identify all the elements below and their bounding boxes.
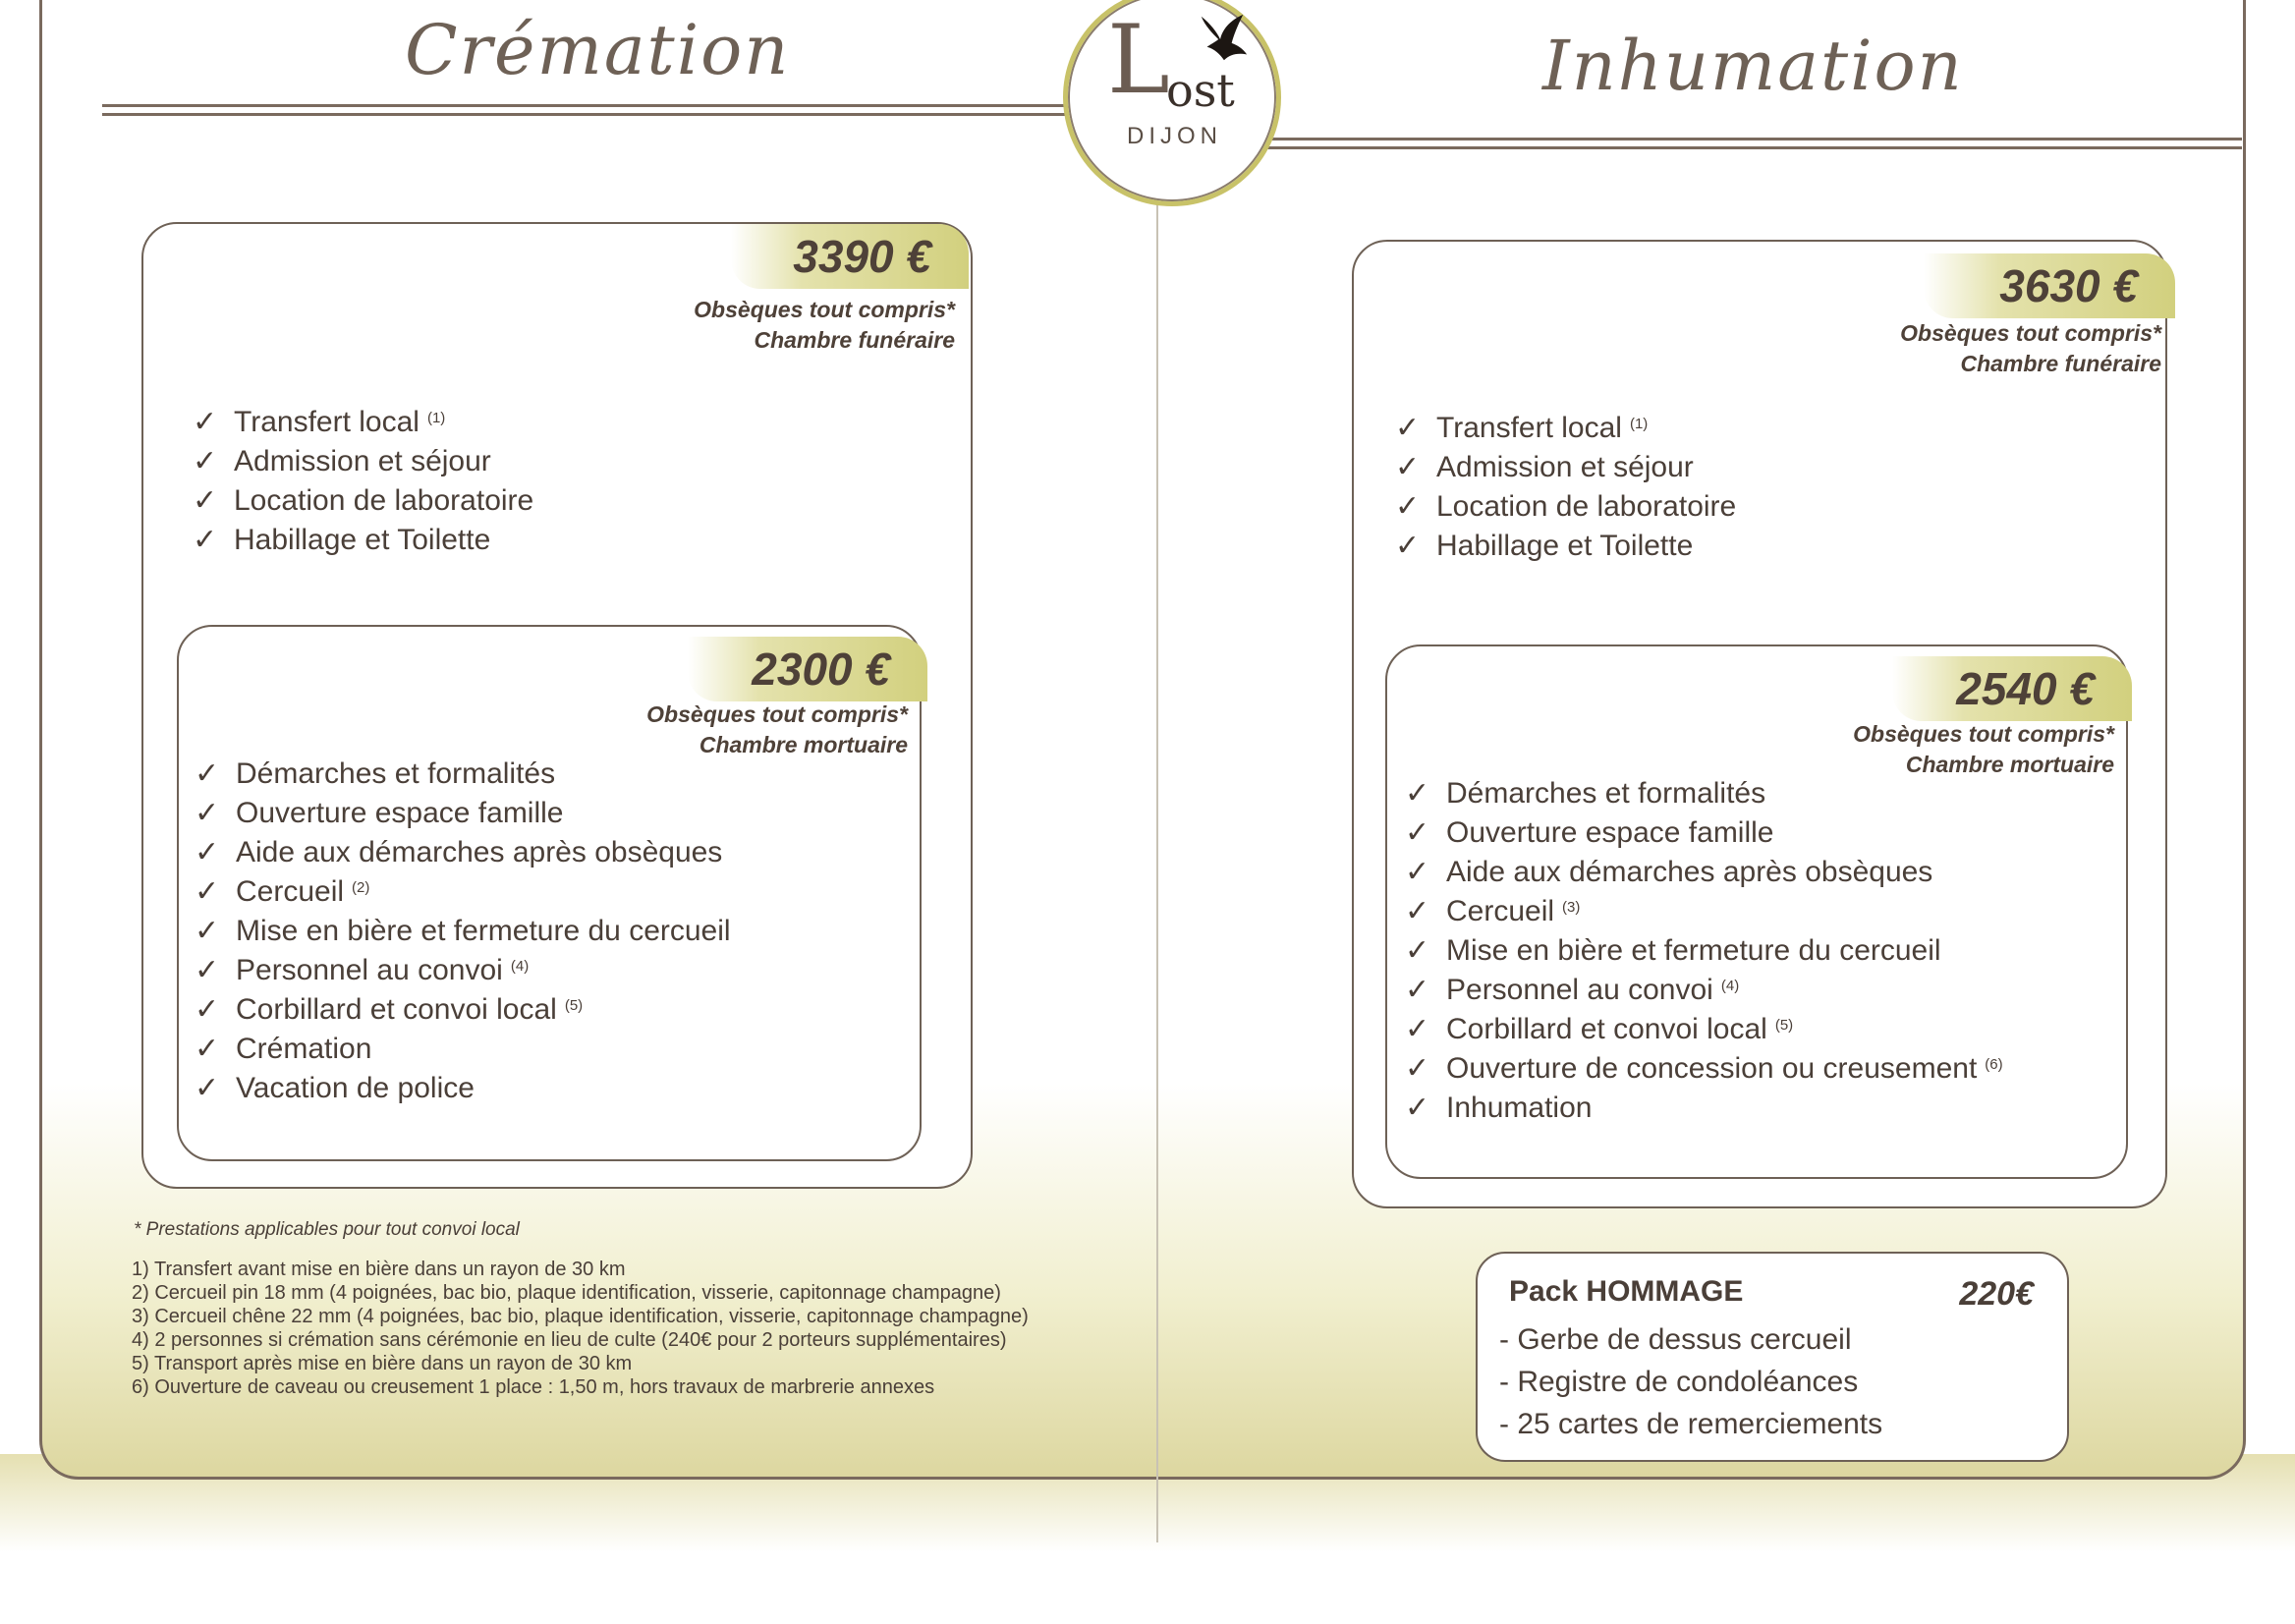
fold-line <box>1156 128 1158 1542</box>
list-item: ✓ Transfert local $^{(1)}$ <box>193 403 533 442</box>
inhumation-main-subtitle-2: Chambre funéraire <box>1960 351 2161 376</box>
check-icon: ✓ <box>195 875 220 908</box>
check-icon: ✓ <box>195 836 220 868</box>
inhumation-inner-subtitle-2: Chambre mortuaire <box>1905 752 2114 777</box>
list-item: - 25 cartes de remerciements <box>1499 1408 1883 1440</box>
pack-title: Pack HOMMAGE <box>1509 1275 1744 1308</box>
check-icon: ✓ <box>1395 412 1421 444</box>
list-item: ✓ Transfert local $^{(1)}$ <box>1395 409 1736 448</box>
cremation-main-subtitle-1: Obsèques tout compris* <box>694 297 955 322</box>
inhumation-title: Inhumation <box>1542 26 1964 106</box>
inhumation-inner-subtitle <box>1709 719 2114 780</box>
cremation-main-subtitle <box>550 295 955 356</box>
check-icon: ✓ <box>1405 777 1430 810</box>
list-item: ✓ Habillage et Toilette <box>1395 527 1736 566</box>
check-icon: ✓ <box>1395 490 1421 523</box>
list-item: ✓ Ouverture espace famille <box>195 794 731 833</box>
pack-hommage-box <box>1476 1252 2069 1462</box>
cremation-inner-subtitle-1: Obsèques tout compris* <box>646 701 908 727</box>
pack-price: 220€ <box>1959 1275 2034 1313</box>
check-icon: ✓ <box>193 445 218 477</box>
inhumation-inner-subtitle-1: Obsèques tout compris* <box>1853 721 2114 747</box>
dove-icon <box>1194 11 1251 68</box>
cremation-main-subtitle-2: Chambre funéraire <box>754 327 955 353</box>
logo-city: DIJON <box>1127 123 1222 149</box>
footnote: 6) Ouverture de caveau ou creusement 1 place : 1,50 m, hors travaux de marbrerie annexes <box>132 1376 935 1398</box>
list-item: ✓ Habillage et Toilette <box>193 521 533 560</box>
cremation-inner-subtitle <box>503 700 908 760</box>
inhumation-main-subtitle <box>1757 318 2161 379</box>
list-item: ✓ Corbillard et convoi local $^{(5)}$ <box>195 990 731 1030</box>
footnotes-list <box>132 1258 1029 1399</box>
inhumation-inner-price: 2540 € <box>1892 656 2132 721</box>
list-item: ✓ Ouverture espace famille <box>1405 813 2003 853</box>
list-item: ✓ Personnel au convoi $^{(4)}$ <box>195 951 731 990</box>
list-item: ✓ Mise en bière et fermeture du cercueil <box>195 912 731 951</box>
check-icon: ✓ <box>195 1033 220 1065</box>
check-icon: ✓ <box>1395 451 1421 483</box>
list-item: ✓ Cercueil $^{(3)}$ <box>1405 892 2003 931</box>
cremation-main-list <box>193 403 533 560</box>
list-item: ✓ Admission et séjour <box>1395 448 1736 487</box>
check-icon: ✓ <box>1405 1052 1430 1085</box>
check-icon: ✓ <box>1405 934 1430 967</box>
check-icon: ✓ <box>1405 974 1430 1006</box>
check-icon: ✓ <box>1405 856 1430 888</box>
footnote: 3) Cercueil chêne 22 mm (4 poignées, bac bio, plaque identification, visserie, capitonnage champagne) <box>132 1306 1029 1327</box>
check-icon: ✓ <box>195 797 220 829</box>
list-item: ✓ Corbillard et convoi local $^{(5)}$ <box>1405 1010 2003 1049</box>
check-icon: ✓ <box>1405 816 1430 849</box>
check-icon: ✓ <box>195 993 220 1026</box>
inhumation-main-list <box>1395 409 1736 566</box>
cremation-title: Crémation <box>405 10 791 90</box>
inhumation-main-price: 3630 € <box>1924 253 2175 318</box>
cremation-inner-list <box>195 755 731 1108</box>
list-item: - Registre de condoléances <box>1499 1366 1859 1398</box>
list-item: ✓ Ouverture de concession ou creusement $^{(6)}$ <box>1405 1049 2003 1089</box>
footnote: 1) Transfert avant mise en bière dans un rayon de 30 km <box>132 1259 626 1280</box>
list-item: ✓ Aide aux démarches après obsèques <box>195 833 731 872</box>
list-item: ✓ Mise en bière et fermeture du cercueil <box>1405 931 2003 971</box>
list-item: ✓ Aide aux démarches après obsèques <box>1405 853 2003 892</box>
inhumation-inner-list <box>1405 774 2003 1128</box>
list-item: ✓ Vacation de police <box>195 1069 731 1108</box>
list-item: ✓ Location de laboratoire <box>1395 487 1736 527</box>
left-title-rule <box>102 104 1075 116</box>
check-icon: ✓ <box>193 406 218 438</box>
list-item: ✓ Démarches et formalités <box>1405 774 2003 813</box>
right-title-rule <box>1267 138 2242 149</box>
check-icon: ✓ <box>195 1072 220 1104</box>
check-icon: ✓ <box>1405 1013 1430 1045</box>
pack-items-list <box>1499 1318 1882 1445</box>
check-icon: ✓ <box>1405 1092 1430 1124</box>
list-item: ✓ Location de laboratoire <box>193 481 533 521</box>
logo-word: ost <box>1166 64 1235 117</box>
check-icon: ✓ <box>1395 530 1421 562</box>
cremation-main-price: 3390 € <box>731 224 969 289</box>
list-item: ✓ Démarches et formalités <box>195 755 731 794</box>
footnote-title: * Prestations applicables pour tout convoi local <box>134 1219 520 1240</box>
check-icon: ✓ <box>193 524 218 556</box>
list-item: ✓ Cercueil $^{(2)}$ <box>195 872 731 912</box>
inhumation-main-subtitle-1: Obsèques tout compris* <box>1900 320 2161 346</box>
footnote: 4) 2 personnes si crémation sans cérémonie en lieu de culte (240€ pour 2 porteurs supplémentaires) <box>132 1329 1007 1351</box>
check-icon: ✓ <box>1405 895 1430 927</box>
list-item: ✓ Crémation <box>195 1030 731 1069</box>
check-icon: ✓ <box>193 484 218 517</box>
footnote: 2) Cercueil pin 18 mm (4 poignées, bac bio, plaque identification, visserie, capitonnage champagne) <box>132 1282 1001 1304</box>
footnote: 5) Transport après mise en bière dans un rayon de 30 km <box>132 1353 633 1374</box>
check-icon: ✓ <box>195 954 220 986</box>
check-icon: ✓ <box>195 757 220 790</box>
list-item: ✓ Inhumation <box>1405 1089 2003 1128</box>
list-item: ✓ Admission et séjour <box>193 442 533 481</box>
list-item: ✓ Personnel au convoi $^{(4)}$ <box>1405 971 2003 1010</box>
cremation-inner-subtitle-2: Chambre mortuaire <box>699 732 908 757</box>
check-icon: ✓ <box>195 915 220 947</box>
logo-letter: L <box>1107 5 1170 115</box>
list-item: - Gerbe de dessus cercueil <box>1499 1323 1852 1356</box>
cremation-inner-price: 2300 € <box>688 637 927 701</box>
